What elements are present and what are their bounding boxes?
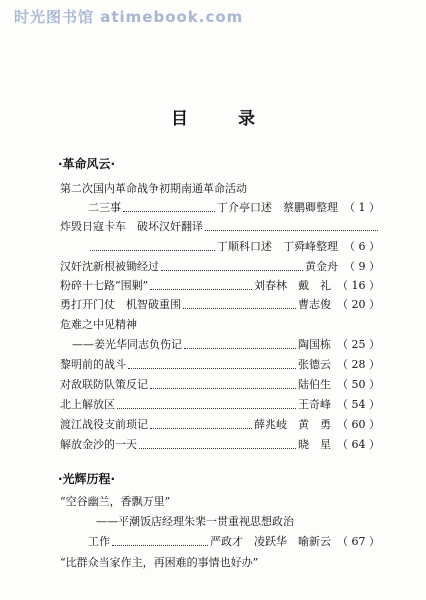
toc-entry — [88, 201, 380, 215]
dot-leader — [112, 545, 208, 546]
toc-entry — [60, 298, 380, 312]
toc-entry-page: （ 25 ） — [337, 338, 380, 351]
toc-entry-page: （ 9 ） — [344, 260, 380, 273]
dot-leader — [205, 230, 378, 231]
toc-entry-title: ——平潮饭店经理朱棐一贯重视思想政治 — [96, 515, 294, 528]
toc-entry-page: （ 64 ） — [337, 438, 380, 451]
toc-entry — [60, 279, 380, 293]
toc-entry — [60, 418, 380, 432]
toc-entry-title: “比群众当家作主，再困难的事情也好办” — [60, 556, 259, 569]
toc-entry-title: 汉奸沈新根被锄经过 — [60, 260, 159, 273]
dot-leader — [150, 388, 296, 389]
dot-leader — [184, 348, 296, 349]
toc-entry — [60, 495, 380, 509]
toc-entry-author: 刘春林 戴 礼 — [254, 279, 331, 292]
toc-entry-page: （ 20 ） — [337, 298, 380, 311]
toc-entry — [88, 240, 380, 254]
toc-entry-page: （ 60 ） — [337, 418, 380, 431]
toc-entry-title: 工作 — [88, 535, 110, 548]
toc-entry — [60, 220, 380, 234]
watermark: 时光图书馆 atimebook.com — [14, 8, 244, 26]
toc-entry-page: （ 54 ） — [337, 398, 380, 411]
toc-entry — [72, 338, 380, 352]
toc-entry — [60, 556, 380, 570]
toc-entry-author: 严政才 凌跃华 喻新云 — [210, 535, 331, 548]
toc-entry-author: 丁介亭口述 蔡鹏卿整理 — [217, 201, 338, 214]
toc-entry-title: ——姜光华同志负伤记 — [72, 338, 182, 351]
dot-leader — [117, 408, 296, 409]
page-title: 目 录 — [171, 109, 277, 129]
section-heading-revolution: ·革命风云· — [58, 157, 116, 171]
toc-entry-author: 王奇峰 — [298, 398, 331, 411]
toc-entry-title: 二三事 — [88, 201, 121, 214]
toc-entry — [60, 358, 380, 372]
toc-entry-author: 薛兆岐 黄 勇 — [254, 418, 331, 431]
toc-entry-author: 陆伯生 — [298, 378, 331, 391]
dot-leader — [150, 289, 252, 290]
toc-entry-title: 北上解放区 — [60, 398, 115, 411]
toc-entry-title: 对敌联防队策反记 — [60, 378, 148, 391]
toc-entry — [60, 438, 380, 452]
toc-entry-title: 粉碎十七路“围剿” — [60, 279, 149, 292]
toc-entry — [96, 515, 380, 529]
dot-leader — [139, 448, 296, 449]
toc-entry-title: 渡江战役支前琐记 — [60, 418, 148, 431]
toc-entry-author: 张德云 — [298, 358, 331, 371]
toc-entry-title: 黎明前的战斗 — [60, 358, 126, 371]
toc-entry-author: 丁顺科口述 丁舜峰整理 — [217, 240, 338, 253]
toc-entry-page: （ 6 ） — [344, 240, 380, 253]
toc-entry-author: 曹志俊 — [298, 298, 331, 311]
toc-entry-title: “空谷幽兰，香飘万里” — [60, 495, 171, 508]
dot-leader — [90, 250, 215, 251]
dot-leader — [183, 308, 296, 309]
toc-entry-page: （ 16 ） — [337, 279, 380, 292]
toc-entry-title: 第二次国内革命战争初期南通革命活动 — [60, 182, 247, 195]
dot-leader — [123, 211, 215, 212]
toc-entry — [60, 318, 380, 332]
toc-entry-title: 勇打开门仗 机智破重围 — [60, 298, 181, 311]
toc-entry-page: （ 1 ） — [344, 201, 380, 214]
dot-leader — [128, 368, 296, 369]
toc-entry — [60, 398, 380, 412]
dot-leader — [150, 428, 252, 429]
toc-entry-title: 炸毁日寇卡车 破坏汉奸翻译 — [60, 220, 203, 233]
toc-entry-page: （ 67 ） — [337, 535, 380, 548]
section-heading-glorious-course: ·光辉历程· — [58, 472, 116, 486]
toc-entry-title: 解放金沙的一天 — [60, 438, 137, 451]
toc-entry — [88, 535, 380, 549]
toc-entry — [60, 182, 380, 196]
toc-entry-author: 晓 星 — [298, 438, 331, 451]
toc-entry — [60, 378, 380, 392]
toc-entry-page: （ 50 ） — [337, 378, 380, 391]
toc-entry-author: 陶国栋 — [298, 338, 331, 351]
toc-entry-author: 黄金舟 — [305, 260, 338, 273]
toc-entry-title: 危难之中见精神 — [60, 318, 137, 331]
toc-entry-page: （ 28 ） — [337, 358, 380, 371]
dot-leader — [161, 270, 303, 271]
toc-entry — [60, 260, 380, 274]
